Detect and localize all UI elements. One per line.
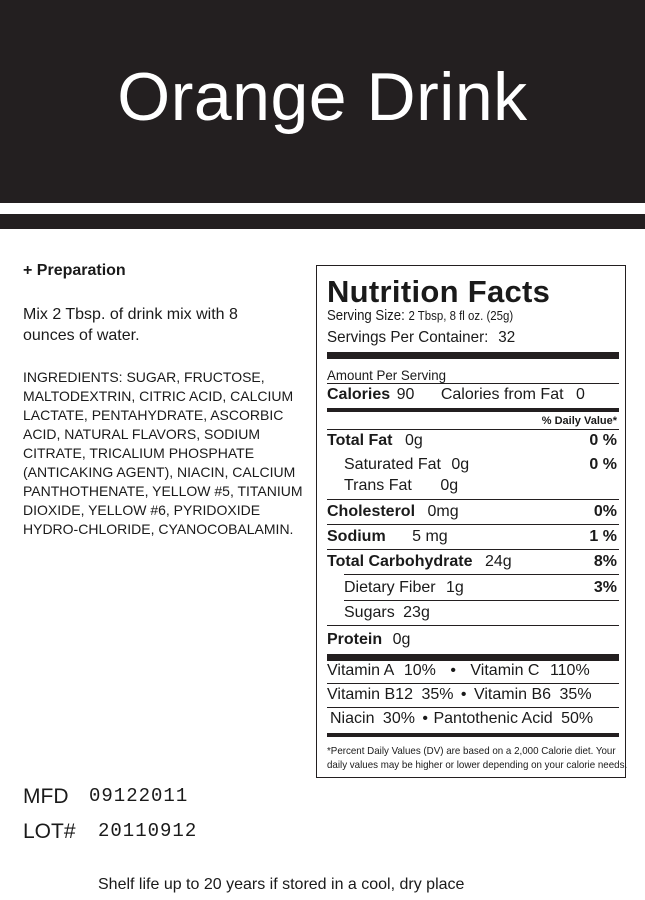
dietary-fiber-dv: 3% xyxy=(593,579,617,596)
shelf-life-note: Shelf life up to 20 years if stored in a cool, dry place xyxy=(98,876,465,893)
saturated-fat-label: Saturated Fat xyxy=(344,456,441,473)
trans-fat-row xyxy=(344,477,619,495)
vitamin-b6-label: Vitamin B6 xyxy=(473,686,552,703)
ingredients-list: INGREDIENTS: SUGAR, FRUCTOSE, MALTODEXTRIN, CITRIC ACID, CALCIUM LACTATE, PENTAHYDRATE, ASCORBIC ACID, NATURAL FLAVORS, SODIUM CITRATE, TRICALIUM PHOSPHATE (ANTICAKING AGENT), NIACIN, CALCIUM PANTHOTHENATE, YELLOW #5, TITANIUM DIOXIDE, YELLOW #6, PYRIDOXIDE HYDRO-CHLORIDE, CYANOCOBALAMIN. xyxy=(23,369,303,537)
vitamin-a-label: Vitamin A xyxy=(327,662,394,679)
total-carbohydrate-dv: 8% xyxy=(593,553,617,570)
vitamin-b12-dv: 35% xyxy=(421,686,454,703)
serving-size-value: 2 Tbsp, 8 fl oz. (25g) xyxy=(408,308,514,323)
bullet: • xyxy=(460,686,467,703)
mfd-value: 09122011 xyxy=(89,785,189,807)
vitamin-row-2 xyxy=(327,686,619,704)
rule xyxy=(327,499,619,500)
thick-rule xyxy=(327,654,619,661)
vitamin-b6-dv: 35% xyxy=(559,686,592,703)
lot-value: 20110912 xyxy=(98,820,198,842)
saturated-fat-amount: 0g xyxy=(451,456,470,473)
sodium-amount: 5 mg xyxy=(412,528,448,545)
calories-from-fat-value: 0 xyxy=(576,386,585,403)
calories-value: 90 xyxy=(396,386,415,403)
sodium-dv: 1 % xyxy=(589,528,617,545)
preparation-heading: + Preparation xyxy=(23,262,126,279)
nutrition-facts-panel xyxy=(316,265,626,778)
sugars-amount: 23g xyxy=(403,604,430,621)
product-title: Orange Drink xyxy=(117,59,528,135)
rule xyxy=(327,524,619,525)
total-carbohydrate-row xyxy=(327,553,619,571)
saturated-fat-dv: 0 % xyxy=(589,456,617,473)
nutrition-facts-title: Nutrition Facts xyxy=(327,274,551,309)
sugars-row xyxy=(344,604,619,622)
calories-label: Calories xyxy=(327,386,391,403)
serving-size-label: Serving Size: xyxy=(327,307,405,324)
servings-per-container xyxy=(327,329,515,347)
medium-rule xyxy=(327,408,619,412)
servings-per-container-label: Servings Per Container: xyxy=(327,329,489,346)
vitamin-c-label: Vitamin C xyxy=(470,662,540,679)
rule xyxy=(327,707,619,708)
protein-amount: 0g xyxy=(392,631,411,648)
total-carbohydrate-label: Total Carbohydrate xyxy=(327,553,473,570)
rule xyxy=(344,574,619,575)
daily-value-footnote xyxy=(327,744,628,772)
footnote-line-1: *Percent Daily Values (DV) are based on a 2,000 Calorie diet. Your xyxy=(327,745,616,757)
trans-fat-label: Trans Fat xyxy=(344,477,412,494)
dietary-fiber-row xyxy=(344,579,619,597)
rule xyxy=(327,549,619,550)
rule xyxy=(327,625,619,626)
dietary-fiber-amount: 1g xyxy=(446,579,464,596)
rule xyxy=(327,383,619,384)
divider-stripe xyxy=(0,214,645,229)
trans-fat-amount: 0g xyxy=(440,477,459,494)
mfd-label: MFD xyxy=(23,785,69,808)
protein-label: Protein xyxy=(327,631,383,648)
bullet: • xyxy=(450,662,456,679)
serving-size xyxy=(327,307,513,324)
calories-row xyxy=(327,386,619,404)
daily-value-header: % Daily Value* xyxy=(541,415,617,427)
cholesterol-dv: 0% xyxy=(593,503,617,520)
rule xyxy=(344,600,619,601)
bullet: • xyxy=(422,710,429,727)
medium-rule xyxy=(327,733,619,737)
preparation-text: Mix 2 Tbsp. of drink mix with 8 ounces of water. xyxy=(23,306,238,344)
sodium-row xyxy=(327,528,619,546)
cholesterol-label: Cholesterol xyxy=(327,503,416,520)
footnote-line-2: daily values may be higher or lower depending on your calorie needs. xyxy=(327,759,628,771)
niacin-label: Niacin xyxy=(330,710,375,727)
servings-per-container-value: 32 xyxy=(498,329,516,346)
thick-rule xyxy=(327,352,619,359)
dietary-fiber-label: Dietary Fiber xyxy=(344,579,436,596)
sugars-label: Sugars xyxy=(344,604,395,621)
vitamin-b12-label: Vitamin B12 xyxy=(327,686,413,703)
vitamin-a-dv: 10% xyxy=(403,662,436,679)
vitamin-c-dv: 110% xyxy=(549,662,590,679)
calories-from-fat-label: Calories from Fat xyxy=(440,386,564,403)
protein-row xyxy=(327,631,619,649)
vitamin-row-3 xyxy=(330,710,622,728)
amount-per-serving: Amount Per Serving xyxy=(327,367,447,383)
total-fat-row xyxy=(327,432,619,450)
rule xyxy=(327,429,619,430)
total-fat-dv: 0 % xyxy=(589,432,617,449)
rule xyxy=(327,683,619,684)
niacin-dv: 30% xyxy=(382,710,415,727)
pantothenic-acid-dv: 50% xyxy=(561,710,594,727)
title-banner xyxy=(0,0,645,203)
lot-label: LOT# xyxy=(23,820,76,843)
vitamin-row-1 xyxy=(327,662,619,680)
cholesterol-row xyxy=(327,503,619,521)
pantothenic-acid-label: Pantothenic Acid xyxy=(433,710,553,727)
total-carbohydrate-amount: 24g xyxy=(484,553,512,570)
sodium-label: Sodium xyxy=(327,528,386,545)
total-fat-label: Total Fat xyxy=(327,432,393,449)
total-fat-amount: 0g xyxy=(404,432,423,449)
cholesterol-amount: 0mg xyxy=(427,503,459,520)
saturated-fat-row xyxy=(344,456,619,474)
